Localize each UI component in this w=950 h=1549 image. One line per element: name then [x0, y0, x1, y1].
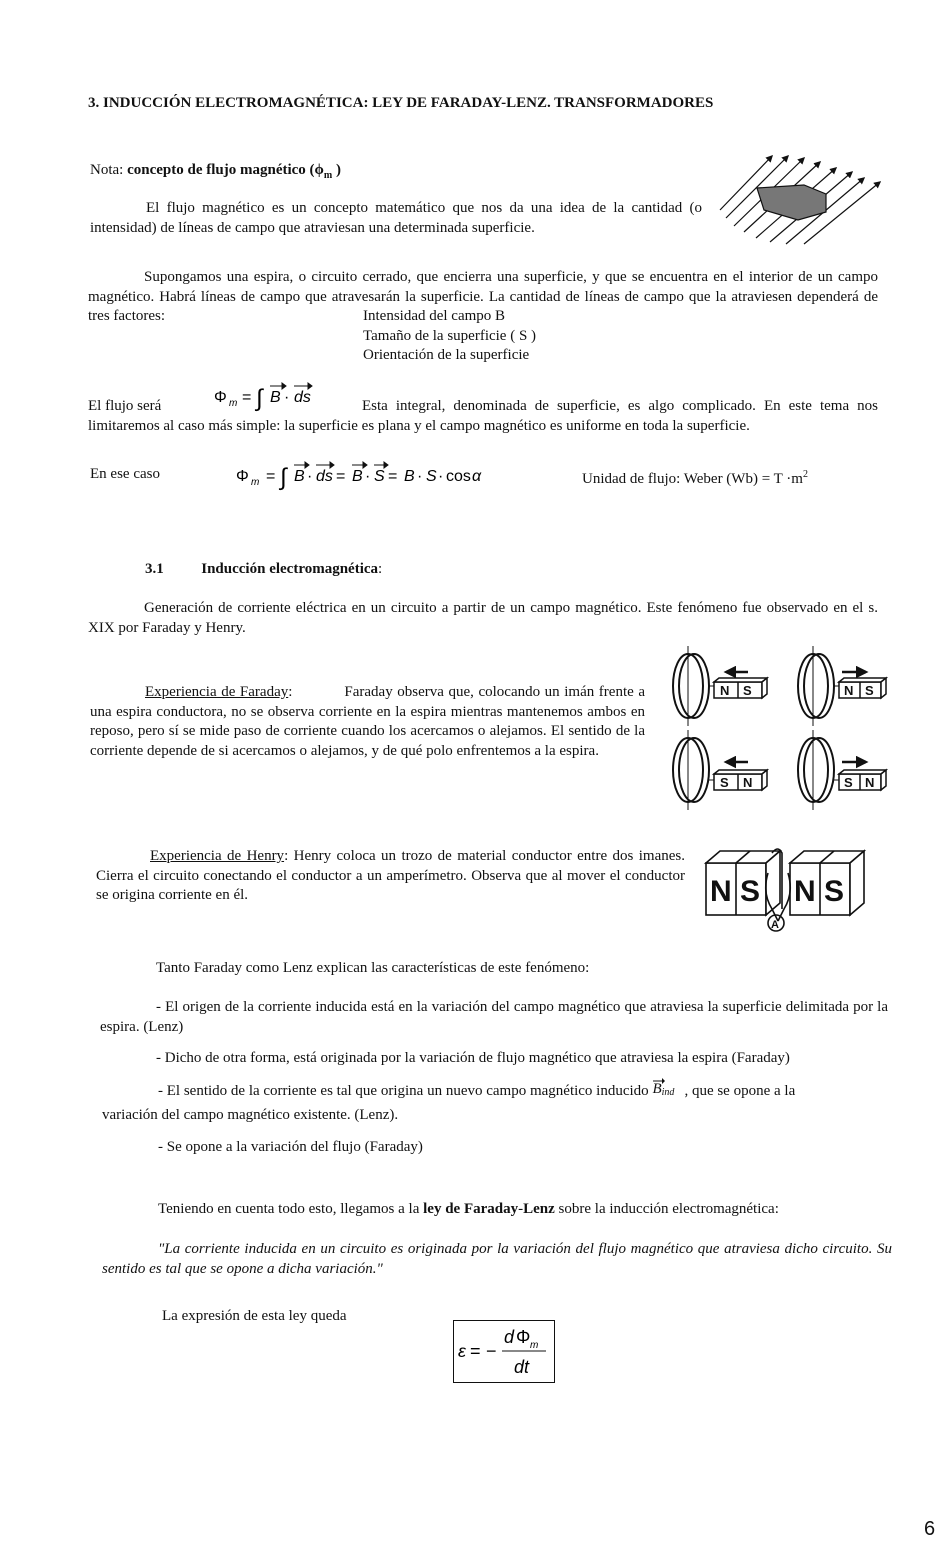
- svg-text:ds: ds: [294, 389, 311, 406]
- henry-magnet-s: S: [824, 875, 845, 908]
- magnet-pole-s: S: [865, 683, 874, 698]
- faraday-magnet-figure: [660, 640, 895, 812]
- magnet-pole-n: N: [865, 775, 875, 790]
- flux-unit: Unidad de flujo: Weber $(Wb) = T \cdot m^2$: [582, 469, 808, 487]
- simple-case-label: En ese caso: [90, 466, 160, 482]
- svg-text:B: B: [270, 389, 281, 406]
- svg-text:=: =: [470, 1341, 481, 1361]
- magnet-pole-n: N: [720, 683, 730, 698]
- magnet-pole-n: N: [844, 683, 854, 698]
- bullet-lenz-direction-cont: variación del campo magnético existente. (Lenz).: [102, 1107, 399, 1123]
- chapter-title: 3. INDUCCIÓN ELECTROMAGNÉTICA: LEY DE FARADAY-LENZ. TRANSFORMADORES: [88, 95, 714, 111]
- svg-text:·: ·: [307, 468, 313, 485]
- svg-text:∫: ∫: [256, 385, 263, 412]
- factor-item: Tamaño de la superficie ( S ): [363, 328, 537, 344]
- svg-text:Φ: Φ: [236, 468, 249, 485]
- svg-text:S: S: [426, 468, 437, 485]
- svg-text:α: α: [472, 468, 482, 485]
- generation-paragraph: Generación de corriente eléctrica en un circuito a partir de un campo magnético. Este fenómeno fue observado en el s. XIX por Faraday y Henry.: [88, 600, 878, 636]
- bullet-faraday-flux: - Dicho de otra forma, está originada por la variación de flujo magnético que atraviesa la espira (Faraday): [156, 1050, 790, 1066]
- induced-field-symbol: B: [652, 1081, 662, 1097]
- flux-field-lines-figure: [712, 150, 887, 245]
- factor-item: Orientación de la superficie: [363, 347, 530, 363]
- faraday-lenz-formula-box: [453, 1320, 555, 1383]
- henry-magnets-figure: [702, 843, 870, 935]
- svg-text:m: m: [251, 477, 260, 488]
- svg-text:m: m: [229, 398, 238, 409]
- svg-text:=: =: [336, 468, 346, 485]
- svg-text:=: =: [266, 468, 276, 485]
- svg-text:dt: dt: [514, 1357, 530, 1377]
- svg-text:∫: ∫: [280, 464, 287, 491]
- svg-text:ε: ε: [458, 1341, 466, 1361]
- bullet-lenz-origin: - El origen de la corriente inducida está en la variación del campo magnético que atraviesa la superficie delimitada por la espira. (Lenz): [100, 999, 888, 1035]
- section-heading: 3.1 Inducción electromagnética:: [145, 561, 383, 577]
- faraday-experiment-paragraph: Experiencia de Faraday: Faraday observa que, colocando un imán frente a una espira conductora, no se observa corriente en la espira mientras mantenemos ambos en reposo, pero sí se mide paso de corriente cuando los acercamos o alejamos. El sentido de la corriente depende de si acercamos o alejamos, y de qué polo enfrentemos a la espira.: [90, 684, 645, 759]
- svg-text:=: =: [388, 468, 398, 485]
- svg-text:B: B: [294, 468, 305, 485]
- flux-simple-formula: [234, 457, 494, 491]
- law-intro: Teniendo en cuenta todo esto, llegamos a la ley de Faraday-Lenz sobre la inducción electromagnética:: [158, 1201, 779, 1217]
- svg-text:B: B: [404, 468, 415, 485]
- henry-magnet-n: N: [710, 875, 732, 908]
- henry-magnet-s: S: [740, 875, 761, 908]
- factor-item: Intensidad del campo B: [363, 308, 506, 324]
- integral-explanation: Esta integral, denominada de superficie, es algo complicado. En este tema nos limitaremos al caso más simple: la superficie es plana y el campo magnético es uniforme en toda la superficie.: [88, 398, 878, 434]
- svg-text:ds: ds: [316, 468, 333, 485]
- svg-text:B: B: [352, 468, 363, 485]
- henry-experiment-paragraph: Experiencia de Henry: Henry coloca un trozo de material conductor entre dos imanes. Cierra el circuito conectando el conductor a un amperímetro. Observa que al mover el conductor se origina corriente en él.: [96, 848, 685, 903]
- bullet-faraday-opposes: - Se opone a la variación del flujo (Faraday): [158, 1139, 423, 1155]
- faraday-lenz-intro: Tanto Faraday como Lenz explican las características de este fenómeno:: [156, 960, 590, 976]
- magnet-pole-s: S: [844, 775, 853, 790]
- svg-text:·: ·: [438, 468, 444, 485]
- law-quote: "La corriente inducida en un circuito es originada por la variación del flujo magnético que atraviesa dicho circuito. Su sentido es tal que se opone a dicha variación.": [102, 1241, 892, 1277]
- svg-text:=: =: [242, 389, 252, 406]
- svg-text:·: ·: [365, 468, 371, 485]
- magnet-pole-s: S: [720, 775, 729, 790]
- svg-text:−: −: [486, 1341, 497, 1361]
- flux-definition-paragraph: El flujo magnético es un concepto matemático que nos da una idea de la cantidad (o intensidad) de líneas de campo que atraviesan una determinada superficie.: [90, 200, 702, 236]
- flux-note-heading: Nota: concepto de flujo magnético ($\phi_m$ ): [90, 162, 342, 181]
- svg-text:Φ: Φ: [516, 1327, 531, 1347]
- law-expression-label: La expresión de esta ley queda: [162, 1308, 347, 1324]
- flux-label: El flujo será: [88, 398, 162, 414]
- vector-arrow-icon: [652, 1077, 666, 1085]
- svg-text:Φ: Φ: [214, 389, 227, 406]
- svg-text:·: ·: [284, 389, 290, 406]
- henry-magnet-n: N: [794, 875, 816, 908]
- magnet-pole-n: N: [743, 775, 753, 790]
- svg-text:·: ·: [417, 468, 423, 485]
- svg-text:cos: cos: [446, 468, 471, 485]
- bullet-lenz-direction: - El sentido de la corriente es tal que origina un nuevo campo magnético inducido Bind , que se opone a la: [158, 1082, 795, 1102]
- magnet-pole-s: S: [743, 683, 752, 698]
- svg-text:m: m: [530, 1340, 539, 1351]
- svg-text:d: d: [504, 1327, 515, 1347]
- espira-paragraph: Supongamos una espira, o circuito cerrado, que encierra una superficie, y que se encuentra en el interior de un campo magnético. Habrá líneas de campo que atravesarán la superficie. La cantidad de líneas de campo que la atraviesen dependerá de tres factores: Intensidad del campo B: [88, 268, 878, 327]
- ammeter-label: A: [771, 919, 779, 931]
- faraday-lenz-formula: [454, 1321, 554, 1382]
- page-number: 6: [924, 1518, 936, 1540]
- svg-text:S: S: [374, 468, 385, 485]
